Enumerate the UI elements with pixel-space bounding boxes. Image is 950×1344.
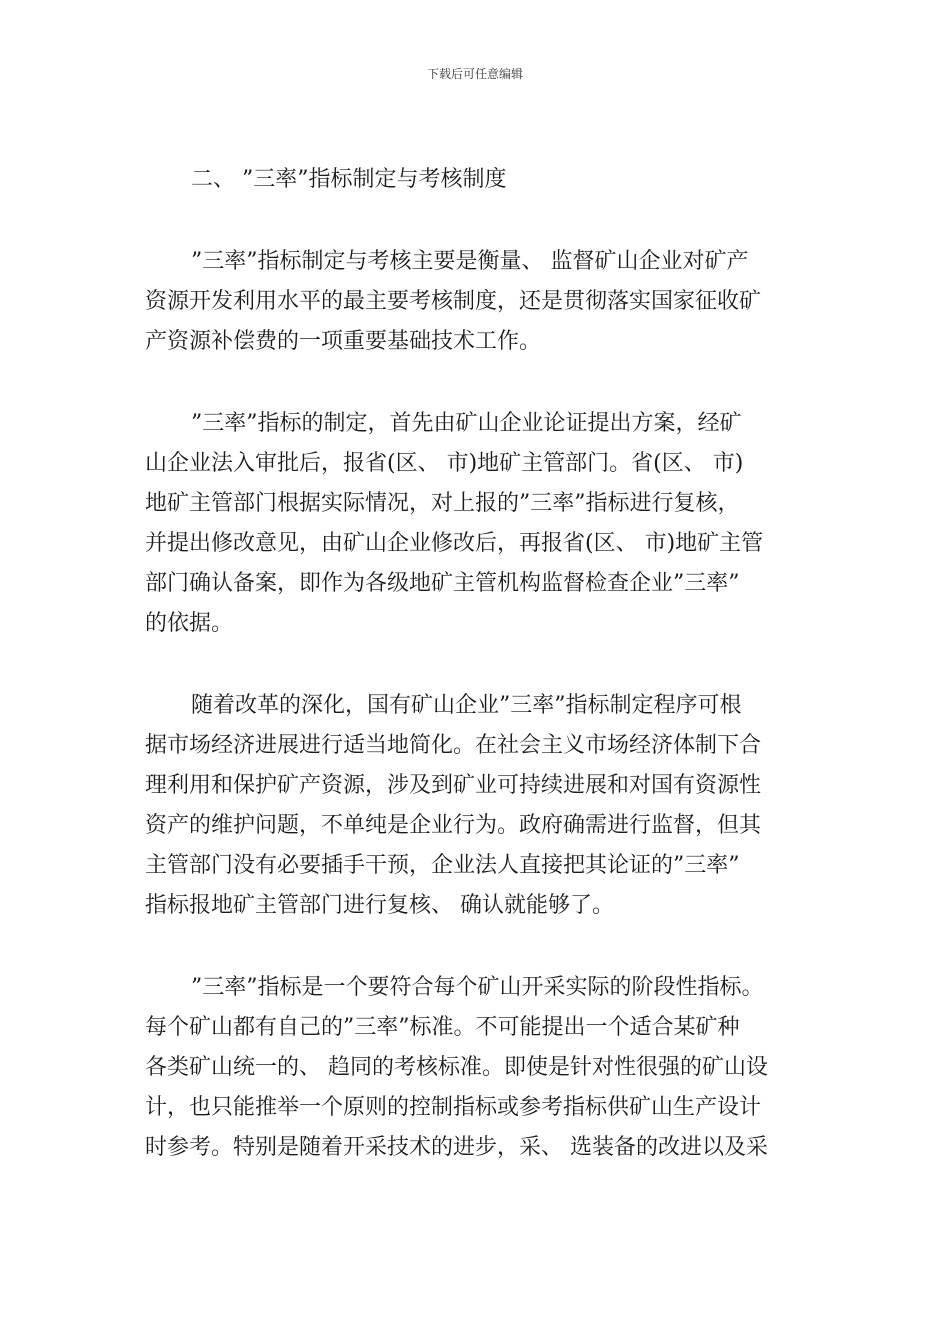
paragraph-4 — [145, 968, 810, 1168]
paragraph-line: ”三率”指标制定与考核主要是衡量、 监督矿山企业对矿产 — [191, 249, 749, 274]
paragraph-line: 地矿主管部门根据实际情况，对上报的”三率”指标进行复核， — [145, 491, 740, 516]
paragraph-line: 据市场经济进展进行适当地简化。在社会主义市场经济体制下合 — [145, 733, 762, 758]
page-header-note: 下载后可任意编辑 — [426, 67, 523, 81]
paragraph-line: ”三率”指标的制定，首先由矿山企业论证提出方案，经矿 — [191, 411, 742, 436]
paragraph-line: 资源开发利用水平的最主要考核制度，还是贯彻落实国家征收矿 — [145, 289, 762, 314]
paragraph-line: 部门确认备案，即作为各级地矿主管机构监督检查企业”三率” — [145, 571, 740, 596]
paragraph-line: 的依据。 — [145, 611, 234, 636]
spacer — [145, 644, 810, 686]
paragraph-line: 各类矿山统一的、 趋同的考核标准。即使是针对性很强的矿山设 — [145, 1055, 768, 1080]
section-heading: 二、 ”三率”指标制定与考核制度 — [191, 167, 507, 192]
spacer — [145, 200, 810, 242]
paragraph-line: 产资源补偿费的一项重要基础技术工作。 — [145, 329, 542, 354]
paragraph-3 — [145, 686, 810, 926]
paragraph-line: 资产的维护问题，不单纯是企业行为。政府确需进行监督，但其 — [145, 813, 762, 838]
paragraph-line: 山企业法入审批后，报省(区、 市)地矿主管部门。省(区、 市) — [145, 451, 744, 476]
spacer — [145, 362, 810, 404]
paragraph-line: ”三率”指标是一个要符合每个矿山开采实际的阶段性指标。 — [191, 975, 764, 1000]
paragraph-line: 时参考。特别是随着开采技术的进步，采、 选装备的改进以及采 — [145, 1135, 768, 1160]
paragraph-line: 每个矿山都有自己的”三率”标准。不可能提出一个适合某矿种 — [145, 1015, 740, 1040]
paragraph-1 — [145, 242, 810, 362]
paragraph-line: 指标报地矿主管部门进行复核、 确认就能够了。 — [145, 893, 614, 918]
paragraph-line: 随着改革的深化，国有矿山企业”三率”指标制定程序可根 — [191, 693, 742, 718]
document-body — [145, 160, 810, 1168]
paragraph-line: 计，也只能推举一个原则的控制指标或参考指标供矿山生产设计 — [145, 1095, 762, 1120]
paragraph-2 — [145, 404, 810, 644]
paragraph-line: 并提出修改意见，由矿山企业修改后，再报省(区、 市)地矿主管 — [145, 531, 764, 556]
spacer — [145, 926, 810, 968]
paragraph-line: 理利用和保护矿产资源，涉及到矿业可持续进展和对国有资源性 — [145, 773, 762, 798]
paragraph-line: 主管部门没有必要插手干预，企业法人直接把其论证的”三率” — [145, 853, 740, 878]
